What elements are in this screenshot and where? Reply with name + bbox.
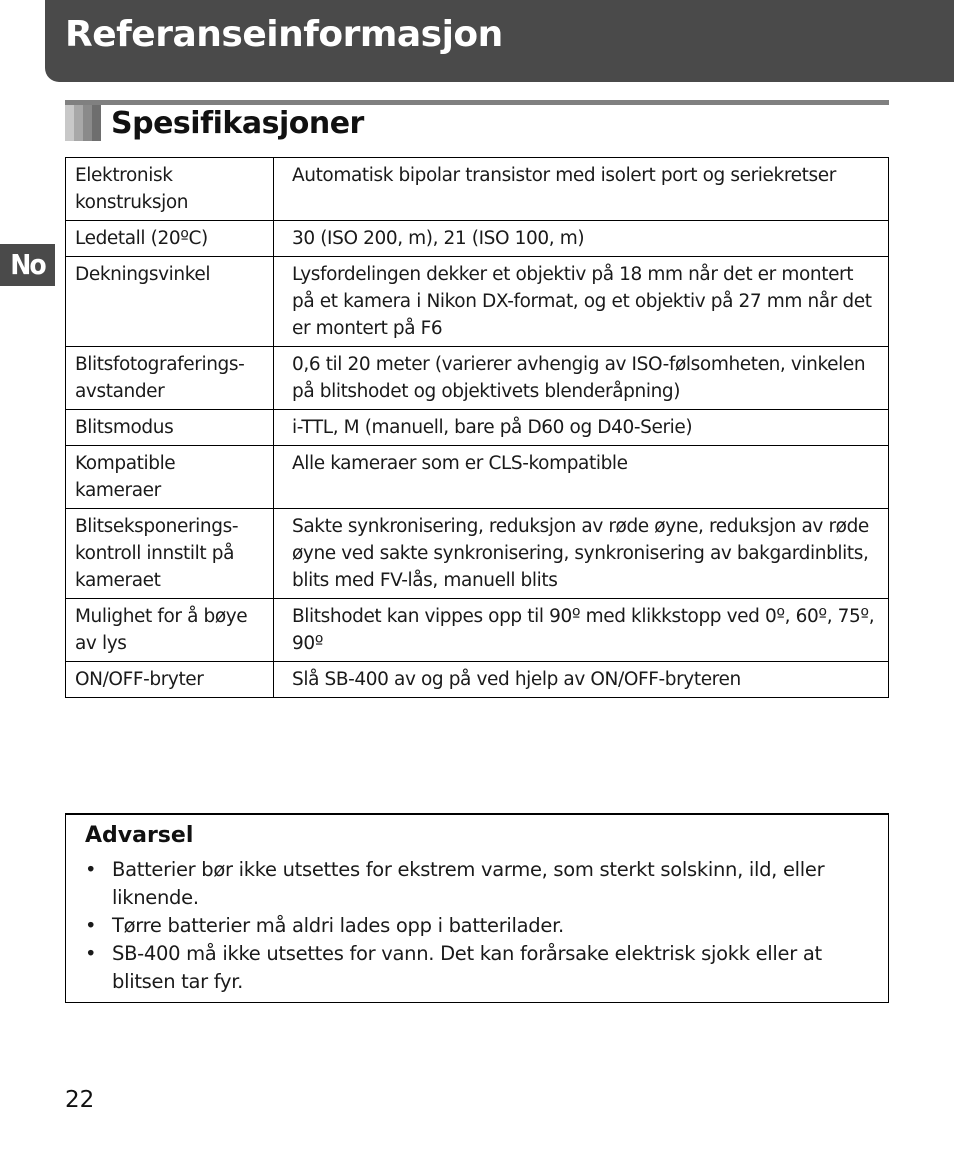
table-row	[66, 509, 889, 599]
spec-value: i-TTL, M (manuell, bare på D60 og D40-Serie)	[274, 410, 889, 446]
warning-title: Advarsel	[85, 823, 194, 848]
spec-value: 0,6 til 20 meter (varierer avhengig av ISO-følsomheten, vinkelen på blitshodet og objektivets blenderåpning)	[274, 347, 889, 410]
spec-value: Slå SB-400 av og på ved hjelp av ON/OFF-bryteren	[274, 662, 889, 698]
spec-value: Alle kameraer som er CLS-kompatible	[274, 446, 889, 509]
warning-item-text: Tørre batterier må aldri lades opp i batterilader.	[112, 914, 564, 937]
table-row	[66, 257, 889, 347]
table-row	[66, 158, 889, 221]
spec-label: Kompatible kameraer	[66, 446, 274, 509]
warning-item-text: SB-400 må ikke utsettes for vann. Det kan forårsake elektrisk sjokk eller at blitsen tar fyr.	[112, 942, 822, 993]
specifications-table	[65, 157, 889, 698]
table-row	[66, 662, 889, 698]
spec-label: Mulighet for å bøye av lys	[66, 599, 274, 662]
list-item	[85, 940, 875, 996]
spec-label: Dekningsvinkel	[66, 257, 274, 347]
spec-label: ON/OFF-bryter	[66, 662, 274, 698]
spec-label: Blitseksponerings-kontroll innstilt på kameraet	[66, 509, 274, 599]
warning-list	[85, 856, 875, 996]
page-title: Referanseinformasjon	[65, 14, 503, 55]
table-row	[66, 221, 889, 257]
table-row	[66, 446, 889, 509]
list-item	[85, 912, 875, 940]
bullet-icon: •	[85, 914, 97, 937]
bullet-icon: •	[85, 942, 97, 965]
section-title: Spesifikasjoner	[111, 106, 364, 141]
warning-box	[65, 813, 889, 1003]
header-bar	[45, 0, 954, 82]
table-row	[66, 599, 889, 662]
spec-value: Sakte synkronisering, reduksjon av røde øyne, reduksjon av røde øyne ved sakte synkronisering, synkronisering av bakgardinblits, blits med FV-lås, manuell blits	[274, 509, 889, 599]
bullet-icon: •	[85, 858, 97, 881]
table-row	[66, 347, 889, 410]
page-number: 22	[65, 1087, 95, 1113]
spec-label: Blitsmodus	[66, 410, 274, 446]
spec-value: Lysfordelingen dekker et objektiv på 18 mm når det er montert på et kamera i Nikon DX-format, og et objektiv på 27 mm når det er montert på F6	[274, 257, 889, 347]
spec-value: 30 (ISO 200, m), 21 (ISO 100, m)	[274, 221, 889, 257]
language-tab: No	[0, 244, 55, 286]
section-divider	[65, 100, 889, 105]
table-row	[66, 410, 889, 446]
spec-value: Automatisk bipolar transistor med isolert port og seriekretser	[274, 158, 889, 221]
spec-label: Ledetall (20ºC)	[66, 221, 274, 257]
spec-label: Elektronisk konstruksjon	[66, 158, 274, 221]
section-marker-icon	[65, 105, 101, 141]
spec-label: Blitsfotograferings-avstander	[66, 347, 274, 410]
warning-item-text: Batterier bør ikke utsettes for ekstrem varme, som sterkt solskinn, ild, eller liknende.	[112, 858, 825, 909]
spec-value: Blitshodet kan vippes opp til 90º med klikkstopp ved 0º, 60º, 75º, 90º	[274, 599, 889, 662]
list-item	[85, 856, 875, 912]
